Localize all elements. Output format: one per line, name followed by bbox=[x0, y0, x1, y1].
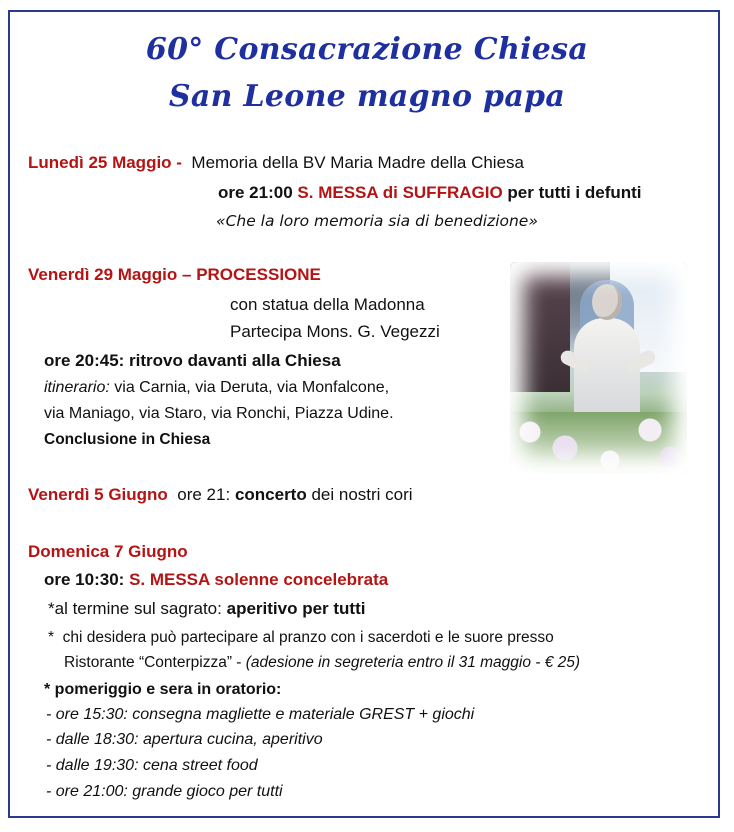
lunch-star: * bbox=[48, 629, 55, 646]
event4-oratorio: * pomeriggio e sera in oratorio: bbox=[44, 681, 282, 698]
page-subtitle: San Leone magno papa bbox=[168, 79, 566, 114]
event2-date: Venerdì 29 Maggio – bbox=[28, 265, 192, 284]
schedule-item: - dalle 18:30: apertura cucina, aperitivo bbox=[46, 731, 323, 748]
event2-title: PROCESSIONE bbox=[196, 265, 321, 284]
aperitivo-text: aperitivo per tutti bbox=[226, 599, 366, 618]
event1-time: ore 21:00 bbox=[218, 183, 293, 202]
page-title: 60° Consacrazione Chiesa bbox=[145, 32, 589, 67]
event2-line2: Partecipa Mons. G. Vegezzi bbox=[230, 322, 440, 341]
event3-concert: concerto bbox=[234, 485, 307, 504]
event3-date: Venerdì 5 Giugno bbox=[28, 485, 168, 504]
aperitivo-prefix: *al termine sul sagrato: bbox=[48, 599, 222, 618]
itinerary-line2: via Maniago, via Staro, via Ronchi, Piazza Udine. bbox=[44, 405, 394, 422]
event4-aperitivo-row bbox=[48, 599, 365, 619]
schedule-item: - dalle 19:30: cena street food bbox=[46, 757, 258, 774]
event1-mass: S. MESSA di SUFFRAGIO bbox=[297, 183, 503, 202]
schedule-item: - ore 21:00: grande gioco per tutti bbox=[46, 783, 283, 800]
event2-conclusion: Conclusione in Chiesa bbox=[44, 431, 211, 448]
event1-quote: «Che la loro memoria sia di benedizione» bbox=[216, 212, 538, 230]
itinerary-label: itinerario: bbox=[44, 379, 110, 396]
event3-time: ore 21: bbox=[177, 485, 231, 504]
schedule-item: - ore 15:30: consegna magliette e materiale GREST + giochi bbox=[46, 706, 475, 723]
event4-date: Domenica 7 Giugno bbox=[28, 542, 188, 561]
event2-meeting: ore 20:45: ritrovo davanti alla Chiesa bbox=[44, 351, 341, 370]
event4-mass-row bbox=[44, 570, 388, 590]
event1-desc: Memoria della BV Maria Madre della Chiesa bbox=[191, 153, 524, 172]
event1-mass-row bbox=[218, 183, 642, 203]
event4-time: ore 10:30: bbox=[44, 570, 125, 589]
event2-itinerary-1 bbox=[44, 379, 389, 397]
lunch-line2-b: (adesione in segreteria entro il 31 maggio - € 25) bbox=[245, 654, 581, 671]
itinerary-line1: via Carnia, via Deruta, via Monfalcone, bbox=[114, 379, 390, 396]
event3-rest: dei nostri cori bbox=[311, 485, 413, 504]
event1-date: Lunedì 25 Maggio - bbox=[28, 153, 182, 172]
event1-mass-rest: per tutti i defunti bbox=[507, 183, 642, 202]
event3-row bbox=[28, 485, 413, 505]
madonna-statue-photo bbox=[510, 262, 687, 474]
event1-row bbox=[28, 153, 524, 173]
event4-mass: S. MESSA solenne concelebrata bbox=[129, 570, 389, 589]
lunch-line1: chi desidera può partecipare al pranzo con i sacerdoti e le suore presso bbox=[62, 629, 554, 646]
event4-lunch-line1 bbox=[48, 629, 554, 647]
event2-header bbox=[28, 265, 321, 285]
event4-lunch-line2 bbox=[64, 654, 580, 672]
event2-line1: con statua della Madonna bbox=[230, 295, 425, 314]
lunch-line2-a: Ristorante “Conterpizza” - bbox=[64, 654, 242, 671]
